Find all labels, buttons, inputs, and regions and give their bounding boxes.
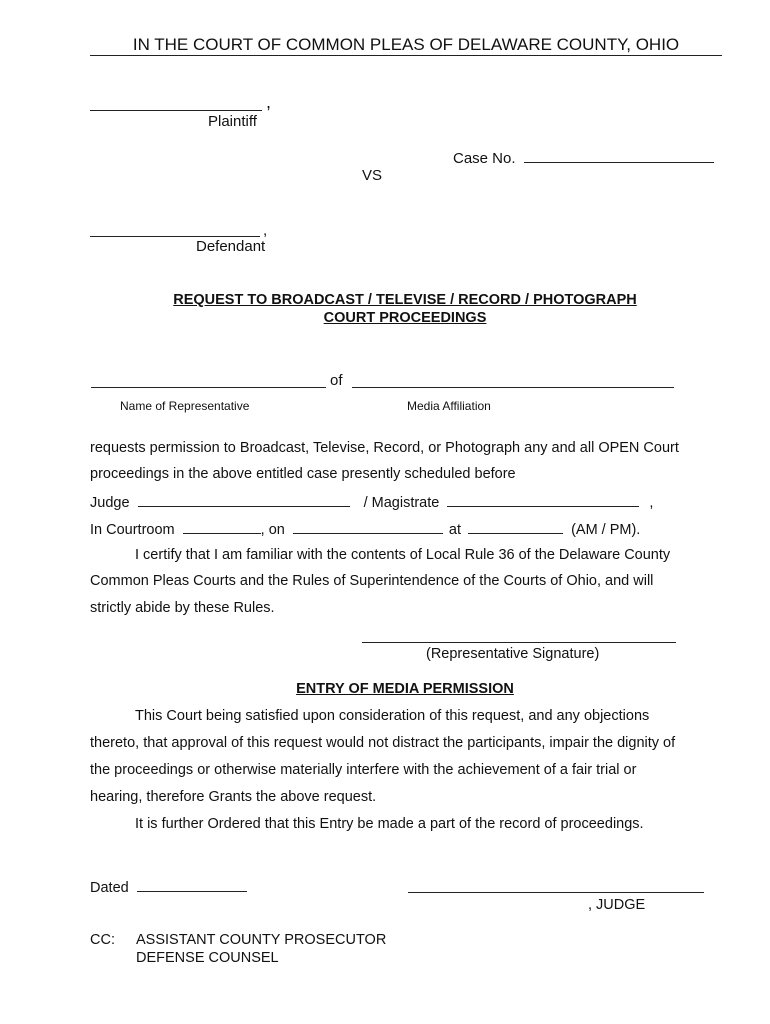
courtroom-label: In Courtroom xyxy=(90,522,175,538)
dated-label: Dated xyxy=(90,880,129,896)
media-affiliation-blank[interactable] xyxy=(352,387,674,388)
case-no-field xyxy=(453,149,714,167)
plaintiff-label: Plaintiff xyxy=(208,113,257,130)
dated-row xyxy=(90,878,247,896)
request-title-line1: REQUEST TO BROADCAST / TELEVISE / RECORD / PHOTOGRAPH xyxy=(173,292,637,308)
media-affiliation-label: Media Affiliation xyxy=(407,399,491,413)
cc-recipient: ASSISTANT COUNTY PROSECUTOR xyxy=(136,932,387,948)
request-text-line2: proceedings in the above entitled case presently scheduled before xyxy=(90,466,516,482)
defendant-label: Defendant xyxy=(196,238,266,255)
cc-label: CC: xyxy=(90,932,115,948)
ampm-label: (AM / PM). xyxy=(571,522,641,538)
representative-signature-line[interactable] xyxy=(362,642,676,643)
defendant-comma: , xyxy=(263,222,268,239)
at-label: at xyxy=(448,522,461,538)
certify-line1: I certify that I am familiar with the contents of Local Rule 36 of the Delaware County xyxy=(135,547,671,563)
entry-line4: hearing, therefore Grants the above request. xyxy=(90,789,377,805)
entry-line2: thereto, that approval of this request would not distract the participants, impair the dignity of xyxy=(90,735,676,751)
entry-title: ENTRY OF MEDIA PERMISSION xyxy=(296,681,514,697)
representative-name-blank[interactable] xyxy=(91,387,326,388)
of-label: of xyxy=(330,372,343,389)
magistrate-name-blank[interactable] xyxy=(447,493,639,507)
request-title-line2: COURT PROCEEDINGS xyxy=(323,310,487,326)
magistrate-label: / Magistrate xyxy=(363,495,440,511)
certify-line3: strictly abide by these Rules. xyxy=(90,600,275,616)
date-blank[interactable] xyxy=(293,520,443,534)
name-of-representative-label: Name of Representative xyxy=(120,399,250,413)
case-no-label: Case No. xyxy=(453,150,516,167)
dated-blank[interactable] xyxy=(137,878,247,892)
header-rule xyxy=(90,55,722,56)
entry-line3: the proceedings or otherwise materially interfere with the achievement of a fair trial or xyxy=(90,762,637,778)
magistrate-comma: , xyxy=(649,495,654,511)
request-text-line1: requests permission to Broadcast, Televise, Record, or Photograph any and all OPEN Court xyxy=(90,440,679,456)
defendant-name-blank[interactable] xyxy=(90,236,260,237)
representative-signature-label: (Representative Signature) xyxy=(426,646,600,662)
on-label: , on xyxy=(260,522,285,538)
courtroom-blank[interactable] xyxy=(183,520,261,534)
vs-label: VS xyxy=(362,167,383,184)
court-header: IN THE COURT OF COMMON PLEAS OF DELAWARE COUNTY, OHIO xyxy=(132,35,680,54)
plaintiff-name-blank[interactable] xyxy=(90,110,262,111)
courtroom-row xyxy=(90,520,640,538)
entry-line1: This Court being satisfied upon consideration of this request, and any objections xyxy=(135,708,650,724)
cc-recipient: DEFENSE COUNSEL xyxy=(136,950,279,966)
time-blank[interactable] xyxy=(468,520,563,534)
judge-signature-label: , JUDGE xyxy=(588,897,646,913)
plaintiff-comma: , xyxy=(266,92,272,112)
judge-signature-line[interactable] xyxy=(408,892,704,893)
certify-line2: Common Pleas Courts and the Rules of Superintendence of the Courts of Ohio, and will xyxy=(90,573,654,589)
judge-label: Judge xyxy=(90,495,130,511)
entry-line5: It is further Ordered that this Entry be made a part of the record of proceedings. xyxy=(135,816,644,832)
judge-magistrate-row xyxy=(90,493,653,511)
case-no-blank[interactable] xyxy=(524,149,714,163)
judge-name-blank[interactable] xyxy=(138,493,350,507)
